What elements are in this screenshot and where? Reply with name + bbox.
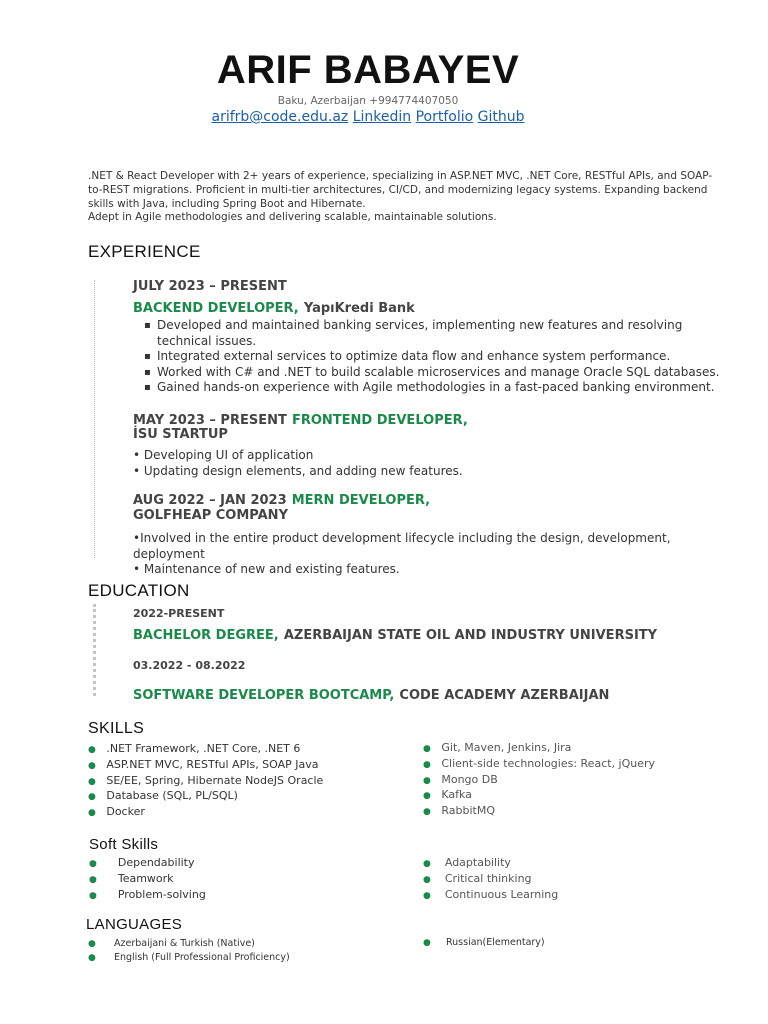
language-item: ● Azerbaijani & Turkish (Native) xyxy=(88,938,255,949)
skill-item: ● Mongo DB xyxy=(423,773,743,789)
bullet-dot-icon: ● xyxy=(89,859,97,869)
job-company: YapıKredi Bank xyxy=(303,301,415,316)
language-item: ● Russian(Elementary) xyxy=(423,937,545,948)
job-role: FRONTEND DEVELOPER, xyxy=(291,413,468,428)
summary-paragraph-2: Adept in Agile methodologies and delivering scalable, maintainable solutions. xyxy=(88,211,497,224)
bullet-dot-icon: ● xyxy=(423,807,431,818)
language-item: ● English (Full Professional Proficiency) xyxy=(88,952,290,963)
bullet-dot-icon: ● xyxy=(88,776,96,787)
education-degree: SOFTWARE DEVELOPER BOOTCAMP, xyxy=(133,688,395,703)
skill-item: ● Database (SQL, PL/SQL) xyxy=(88,789,408,805)
job-role: BACKEND DEVELOPER, xyxy=(133,301,299,316)
github-link[interactable]: Github xyxy=(477,109,525,125)
skill-item: ● .NET Framework, .NET Core, .NET 6 xyxy=(88,742,408,758)
summary-paragraph: .NET & React Developer with 2+ years of experience, specializing in ASP.NET MVC, .NET Core, RESTful APIs, and SOAP-to-REST migrations. Proficient in multi-tier architectures, CI/CD, and modernizing legacy systems. Expanding backend skills with Java, including Spring Boot and Hibernate. xyxy=(88,170,713,210)
education-date: 2022-PRESENT xyxy=(133,607,225,620)
job-title-line xyxy=(133,489,430,508)
job-bullet: ▪ Developed and maintained banking services, implementing new features and resolving technical issues. xyxy=(157,318,723,349)
job-bullet: ▪ Integrated external services to optimize data flow and enhance system performance. xyxy=(157,349,723,365)
job-bullet: ▪ Gained hands-on experience with Agile methodologies in a fast-paced banking environment. xyxy=(157,380,723,396)
job-company: GOLFHEAP COMPANY xyxy=(133,508,288,523)
job-bullet: ▪ Worked with C# and .NET to build scalable microservices and manage Oracle SQL databases. xyxy=(157,365,723,381)
bullet-dot-icon: ● xyxy=(88,953,96,963)
job-date: MAY 2023 – PRESENT xyxy=(133,413,287,428)
skill-item: ● Kafka xyxy=(423,788,743,804)
soft-skill-item: ● Teamwork xyxy=(89,872,409,888)
languages-heading: LANGUAGES xyxy=(86,916,183,933)
education-line xyxy=(133,624,657,643)
contact-line: Baku, Azerbaijan +994774407050 xyxy=(277,95,459,107)
languages-list-left xyxy=(88,937,408,965)
bullet-dot-icon: ● xyxy=(423,859,431,869)
contact-links xyxy=(0,109,736,125)
soft-skill-item: ● Continuous Learning xyxy=(423,888,743,904)
skill-item: ● RabbitMQ xyxy=(423,804,743,820)
bullet-dot-icon: ● xyxy=(423,791,431,802)
skills-heading: SKILLS xyxy=(88,720,145,737)
job-detail-line: • Maintenance of new and existing features. xyxy=(133,562,400,577)
email-link[interactable]: arifrb@code.edu.az xyxy=(211,109,349,125)
job-date: AUG 2022 – JAN 2023 xyxy=(133,493,287,508)
bullet-dot-icon: ● xyxy=(88,808,96,819)
linkedin-link[interactable]: Linkedin xyxy=(352,109,412,125)
bullet-dot-icon: ● xyxy=(423,759,431,770)
education-divider xyxy=(93,604,96,696)
bullet-dot-icon: ● xyxy=(423,775,431,786)
education-school: AZERBAIJAN STATE OIL AND INDUSTRY UNIVERSITY xyxy=(283,628,658,643)
soft-skills-heading: Soft Skills xyxy=(89,836,159,853)
soft-skill-item: ● Problem-solving xyxy=(89,888,409,904)
skills-list-right xyxy=(423,741,743,820)
job-details xyxy=(133,531,733,578)
soft-skills-list-right xyxy=(423,856,743,903)
bullet-dot-icon: ● xyxy=(423,938,431,948)
skill-item: ● Git, Maven, Jenkins, Jira xyxy=(423,741,743,757)
soft-skill-item: ● Adaptability xyxy=(423,856,743,872)
languages-list-right xyxy=(423,936,743,950)
education-line xyxy=(133,684,609,703)
candidate-name: ARIF BABAYEV xyxy=(216,48,520,92)
skill-item: ● SE/EE, Spring, Hibernate NodeJS Oracle xyxy=(88,774,408,790)
soft-skill-item: ● Dependability xyxy=(89,856,409,872)
skill-item: ● Client-side technologies: React, jQuery xyxy=(423,757,743,773)
bullet-dot-icon: ● xyxy=(88,745,96,755)
education-heading: EDUCATION xyxy=(88,581,190,600)
portfolio-link[interactable]: Portfolio xyxy=(415,109,474,125)
bullet-dot-icon: ● xyxy=(88,939,96,949)
experience-divider xyxy=(94,280,95,558)
job-role: MERN DEVELOPER, xyxy=(291,493,431,508)
job-date: JULY 2023 – PRESENT xyxy=(133,279,287,294)
education-school: CODE ACADEMY AZERBAIJAN xyxy=(399,688,610,703)
skill-item: ● ASP.NET MVC, RESTful APIs, SOAP Java xyxy=(88,758,408,774)
bullet-dot-icon: ● xyxy=(423,890,431,901)
bullet-dot-icon: ● xyxy=(88,760,96,771)
job-bullets xyxy=(133,318,723,396)
job-detail-line: • Updating design elements, and adding new features. xyxy=(133,463,463,478)
job-details xyxy=(133,448,463,479)
profile-summary xyxy=(88,170,718,225)
bullet-dot-icon: ● xyxy=(423,744,431,754)
bullet-dot-icon: ● xyxy=(423,874,431,885)
bullet-dot-icon: ● xyxy=(89,874,97,885)
soft-skill-item: ● Critical thinking xyxy=(423,872,743,888)
bullet-dot-icon: ● xyxy=(89,890,97,901)
education-degree: BACHELOR DEGREE, xyxy=(133,628,279,643)
skills-list-left xyxy=(88,742,408,821)
job-detail-line: •Involved in the entire product development lifecycle including the design, development, deployment xyxy=(133,531,671,561)
experience-heading: EXPERIENCE xyxy=(88,242,201,261)
job-company: İSU STARTUP xyxy=(133,427,228,442)
soft-skills-list-left xyxy=(89,856,409,903)
job-title-line xyxy=(133,297,415,316)
skill-item: ● Docker xyxy=(88,805,408,821)
education-date: 03.2022 - 08.2022 xyxy=(133,659,246,672)
bullet-dot-icon: ● xyxy=(88,792,96,803)
job-title-line xyxy=(133,409,468,428)
job-detail-line: • Developing UI of application xyxy=(133,448,314,462)
